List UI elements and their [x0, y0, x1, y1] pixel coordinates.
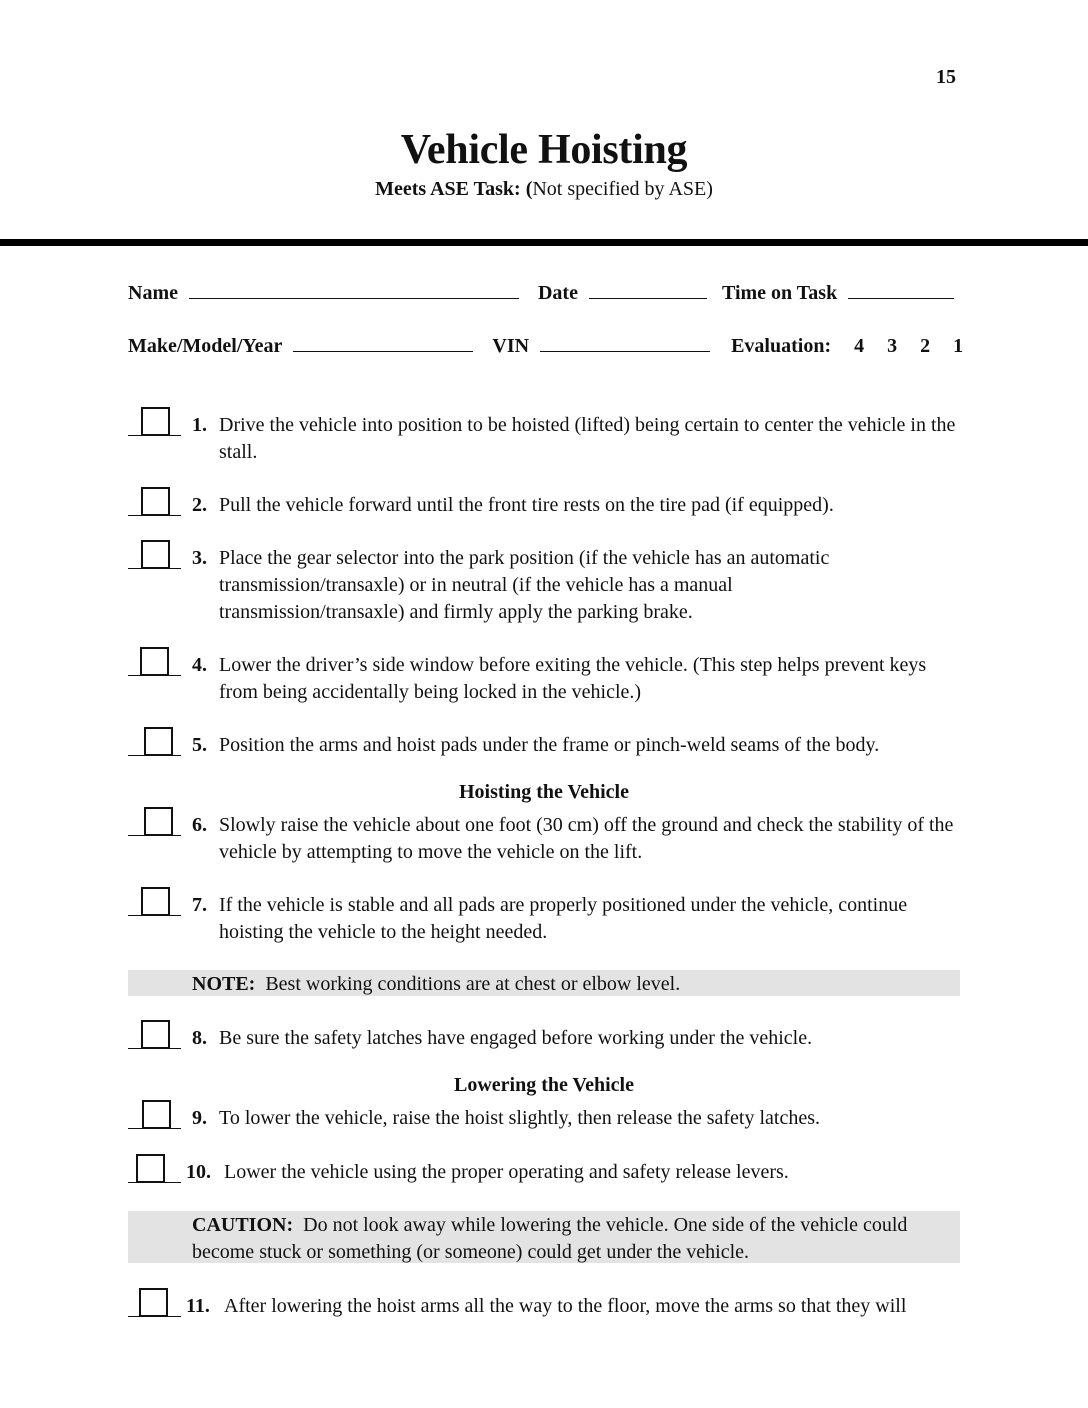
evaluation-score-2[interactable]: 2	[920, 335, 931, 357]
step-text: Position the arms and hoist pads under the frame or pinch-weld seams of the body.	[219, 734, 880, 756]
evaluation-label: Evaluation:	[731, 335, 832, 357]
checkbox-box	[141, 540, 170, 569]
date-field[interactable]	[589, 280, 707, 299]
step-checkbox[interactable]	[128, 806, 181, 836]
step-checkbox[interactable]	[128, 1019, 181, 1049]
step-checkbox[interactable]	[128, 1153, 181, 1183]
time-on-task-label: Time on Task	[721, 282, 838, 304]
step-number: 11.	[186, 1295, 210, 1317]
step-number: 10.	[186, 1161, 211, 1183]
step-number: 5.	[192, 734, 207, 756]
ase-task-label: Meets ASE Task: (	[375, 178, 533, 200]
step-checkbox[interactable]	[128, 406, 181, 436]
vin-label: VIN	[492, 335, 530, 357]
step-checkbox[interactable]	[128, 886, 181, 916]
vin-field[interactable]	[540, 333, 710, 352]
page-number: 15	[936, 66, 956, 88]
make-model-year-label: Make/Model/Year	[128, 335, 283, 357]
step-text: Slowly raise the vehicle about one foot (30 cm) off the ground and check the stability of the vehicle by attempting to move the vehicle on the lift.	[219, 814, 954, 863]
name-field[interactable]	[189, 280, 519, 299]
name-label: Name	[128, 282, 178, 304]
step-number: 6.	[192, 814, 207, 836]
checkbox-box	[141, 407, 170, 436]
make-model-year-field[interactable]	[293, 333, 473, 352]
note-label: NOTE:	[192, 973, 256, 995]
step-checkbox[interactable]	[128, 486, 181, 516]
section-heading-lowering: Lowering the Vehicle	[454, 1074, 634, 1096]
step-text: Drive the vehicle into position to be hoisted (lifted) being certain to center the vehicle in the stall.	[219, 414, 956, 463]
note-box	[128, 970, 960, 996]
time-on-task-field[interactable]	[848, 280, 954, 299]
checkbox-box	[140, 647, 169, 676]
vehicle-info-row	[128, 333, 963, 358]
ase-task-value: Not specified by ASE)	[532, 178, 713, 200]
step-text: Lower the driver’s side window before exiting the vehicle. (This step helps prevent keys from being accidentally being locked in the vehicle.)	[219, 654, 927, 703]
checkbox-box	[144, 807, 173, 836]
caution-label: CAUTION:	[192, 1214, 294, 1236]
header-divider	[0, 239, 1088, 246]
checkbox-box	[144, 727, 173, 756]
section-heading-hoisting: Hoisting the Vehicle	[458, 781, 629, 803]
evaluation-score-1[interactable]: 1	[953, 335, 964, 357]
step-checkbox[interactable]	[128, 1287, 181, 1317]
checkbox-box	[142, 1100, 171, 1129]
step-text: If the vehicle is stable and all pads are properly positioned under the vehicle, continue hoisting the vehicle to the height needed.	[219, 894, 908, 943]
step-number: 8.	[192, 1027, 207, 1049]
date-label: Date	[537, 282, 578, 304]
step-number: 7.	[192, 894, 207, 916]
page-title: Vehicle Hoisting	[400, 127, 688, 173]
evaluation-score-4[interactable]: 4	[854, 335, 865, 357]
step-text: To lower the vehicle, raise the hoist slightly, then release the safety latches.	[219, 1107, 820, 1129]
step-number: 1.	[192, 414, 207, 436]
caution-text: Do not look away while lowering the vehicle. One side of the vehicle could become stuck or something (or someone) could get under the vehicle.	[192, 1214, 908, 1263]
note-text: Best working conditions are at chest or elbow level.	[265, 973, 681, 995]
checkbox-box	[139, 1288, 168, 1317]
step-text: Place the gear selector into the park position (if the vehicle has an automatic transmission/transaxle) or in neutral (if the vehicle has a manual transmission/transaxle) and firmly apply the parking brake.	[219, 547, 830, 623]
step-checkbox[interactable]	[128, 1099, 181, 1129]
step-checkbox[interactable]	[128, 726, 181, 756]
step-text: Pull the vehicle forward until the front tire rests on the tire pad (if equipped).	[219, 494, 834, 516]
caution-box	[128, 1211, 960, 1263]
checkbox-box	[141, 487, 170, 516]
ase-task-line	[0, 178, 1088, 201]
student-info-row	[128, 280, 954, 305]
checkbox-box	[141, 887, 170, 916]
evaluation-score-3[interactable]: 3	[887, 335, 898, 357]
step-number: 2.	[192, 494, 207, 516]
step-text: Lower the vehicle using the proper operating and safety release levers.	[224, 1161, 789, 1183]
step-text: Be sure the safety latches have engaged before working under the vehicle.	[219, 1027, 813, 1049]
step-checkbox[interactable]	[128, 539, 181, 569]
step-checkbox[interactable]	[128, 646, 181, 676]
step-number: 4.	[192, 654, 207, 676]
checkbox-box	[141, 1020, 170, 1049]
step-number: 3.	[192, 547, 207, 569]
checkbox-box	[136, 1154, 165, 1183]
step-number: 9.	[192, 1107, 207, 1129]
step-text: After lowering the hoist arms all the way to the floor, move the arms so that they will	[224, 1295, 907, 1317]
